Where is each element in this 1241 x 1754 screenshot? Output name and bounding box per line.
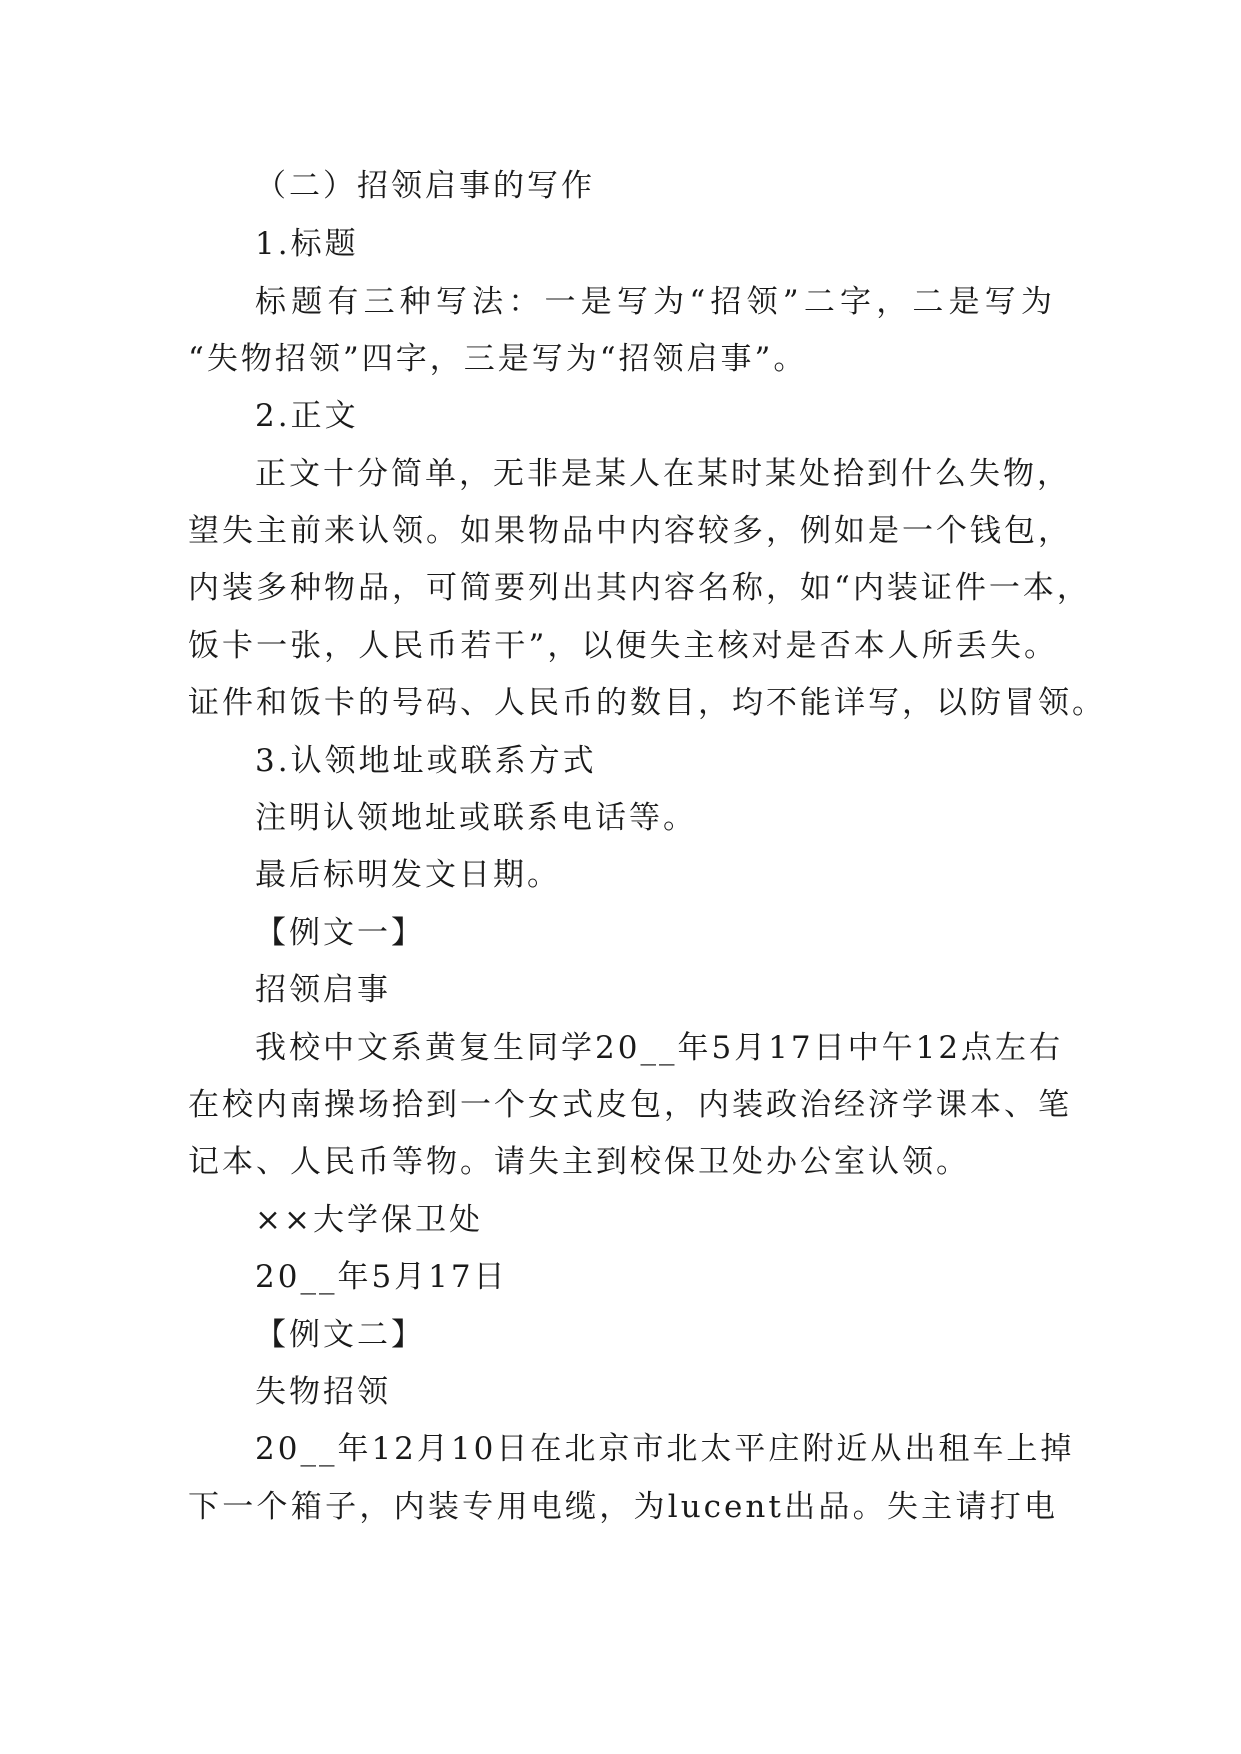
paragraph-line: 注明认领地址或联系电话等。	[255, 800, 697, 836]
example-title: 招领启事	[255, 972, 391, 1008]
paragraph-line: 我校中文系黄复生同学20__年5月17日中午12点左右	[255, 1030, 1064, 1066]
section-heading: （二）招领启事的写作	[255, 168, 595, 204]
paragraph-line: 记本、人民币等物。请失主到校保卫处办公室认领。	[188, 1144, 970, 1180]
paragraph-line: 下一个箱子，内装专用电缆，为lucent出品。失主请打电	[188, 1489, 1058, 1525]
paragraph-line: 标题有三种写法：一是写为“招领”二字，二是写为	[255, 284, 1055, 320]
paragraph-line: 饭卡一张，人民币若干”，以便失主核对是否本人所丢失。	[188, 628, 1058, 664]
paragraph-line: “失物招领”四字，三是写为“招领启事”。	[188, 341, 808, 377]
paragraph-line: 证件和饭卡的号码、人民币的数目，均不能详写，以防冒领。	[188, 685, 1106, 721]
paragraph-line: 在校内南操场拾到一个女式皮包，内装政治经济学课本、笔	[188, 1087, 1072, 1123]
paragraph-line: 最后标明发文日期。	[255, 857, 561, 893]
signature: ××大学保卫处	[255, 1202, 483, 1238]
subheading-body: 2.正文	[255, 398, 359, 434]
subheading-title: 1.标题	[255, 226, 359, 262]
paragraph-line: 望失主前来认领。如果物品中内容较多，例如是一个钱包，	[188, 513, 1072, 549]
subheading-address: 3.认领地址或联系方式	[255, 743, 597, 779]
paragraph-line: 内装多种物品，可简要列出其内容名称，如“内装证件一本，	[188, 570, 1091, 606]
example-label: 【例文一】	[255, 915, 425, 951]
paragraph-line: 正文十分简单，无非是某人在某时某处拾到什么失物，	[255, 456, 1071, 492]
date: 20__年5月17日	[255, 1259, 508, 1295]
example-title: 失物招领	[255, 1374, 391, 1410]
example-label: 【例文二】	[255, 1317, 425, 1353]
paragraph-line: 20__年12月10日在北京市北太平庄附近从出租车上掉	[255, 1431, 1075, 1467]
